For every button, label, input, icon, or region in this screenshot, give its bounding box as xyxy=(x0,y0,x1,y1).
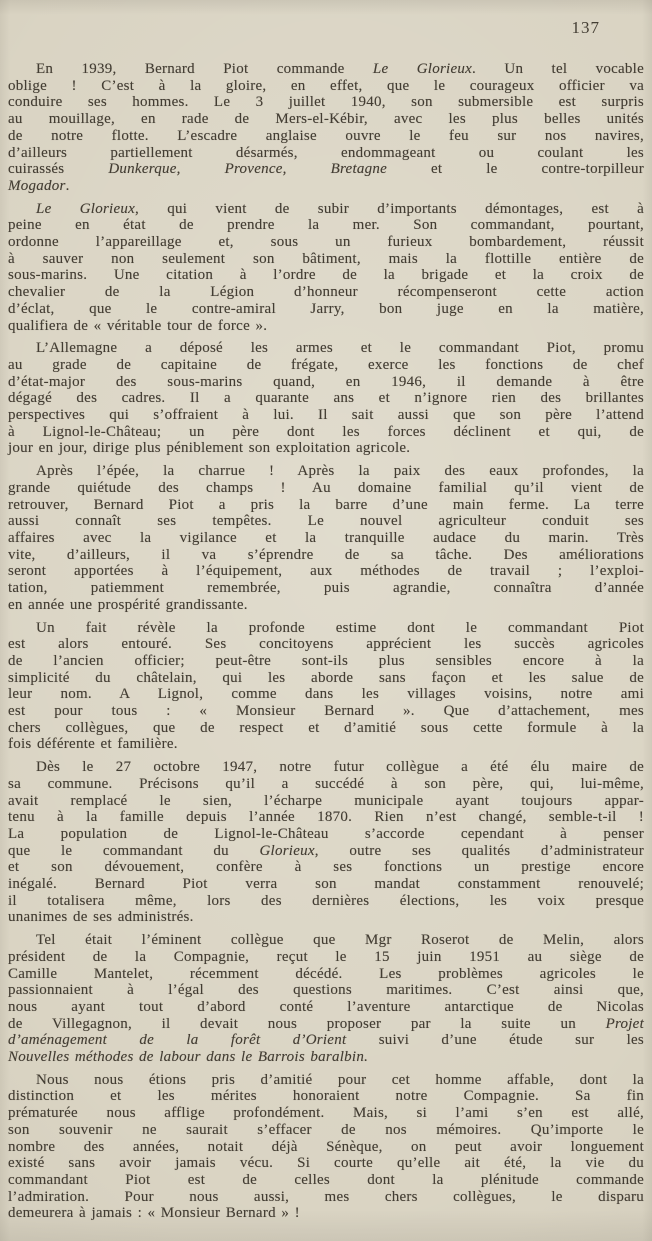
text-line: de l’ancien officier; peut-être sont-ils plus sensibles encore à la xyxy=(8,652,644,669)
text-line: dégagé des cadres. Il a quarante ans et n’ignore rien des brillantes xyxy=(8,390,644,407)
text-line: chevalier de la Légion d’honneur récompenseront cette action xyxy=(8,284,644,301)
page-number: 137 xyxy=(571,18,600,37)
text-line: Camille Mantelet, récemment décédé. Les problèmes agricoles le xyxy=(8,965,644,982)
text-line: l’admiration. Pour nous aussi, mes chers collègues, le disparu xyxy=(8,1188,644,1205)
text-line: son souvenir ne saurait s’effacer de nos mémoires. Qu’importe le xyxy=(8,1121,644,1138)
text-line: vite, d’ailleurs, il va s’éprendre de sa tâche. Des améliorations xyxy=(8,546,644,563)
text-line: qualifiera de « véritable tour de force ». xyxy=(8,317,268,334)
text-line: passionnaient à l’égal des questions maritimes. C’est ainsi que, xyxy=(8,982,644,999)
paragraph xyxy=(8,340,644,457)
paragraph xyxy=(8,463,644,613)
text-line: oblige ! C’est à la gloire, en effet, que le courageux officier va xyxy=(8,77,644,94)
text-line: La population de Lignol-le-Château s’accorde cependant à penser xyxy=(8,825,644,842)
text-line: simplicité du châtelain, qui les aborde sans façon et les salue de xyxy=(8,669,644,686)
text-line: à Lignol-le-Château; un père dont les forces déclinent et qui, de xyxy=(8,423,644,440)
paragraph xyxy=(8,932,644,1066)
text-line: Nouvelles méthodes de labour dans le Barrois baralbin. xyxy=(8,1049,369,1066)
paragraph xyxy=(8,620,644,754)
text-line: conduire ses hommes. Le 3 juillet 1940, son submersible est surpris xyxy=(8,94,644,111)
text-line: de notre flotte. L’escadre anglaise ouvre le feu sur nos navires, xyxy=(8,127,644,144)
text-line: est pour tous : « Monsieur Bernard ». Que d’attachement, mes xyxy=(8,703,644,720)
text-line: sa commune. Précisons qu’il a succédé à son père, qui, lui-même, xyxy=(8,775,644,792)
text-line: existé sans avoir jamais vécu. Si courte qu’elle ait été, la vie du xyxy=(8,1155,644,1172)
text-line: et son dévouement, confère à ses fonctions un prestige encore xyxy=(8,859,644,876)
paragraph xyxy=(8,759,644,926)
text-line: peine en état de prendre la mer. Son commandant, pourtant, xyxy=(8,217,644,234)
text-line: prématurée nous afflige profondément. Mais, si l’ami s’en est allé, xyxy=(8,1105,644,1122)
text-line: d’état-major des sous-marins quand, en 1946, il demande à être xyxy=(8,373,644,390)
text-line: d’éclat, que le contre-amiral Jarry, bon juge en la matière, xyxy=(8,300,644,317)
text-line: avait remplacé le sien, l’écharpe municipale ayant toujours appar- xyxy=(8,792,644,809)
text-line: que le commandant du Glorieux, outre ses qualités d’administrateur xyxy=(8,842,644,859)
text-line: seront apportées à l’équipement, aux méthodes de travail ; l’exploi- xyxy=(8,563,644,580)
text-line: Un fait révèle la profonde estime dont le commandant Piot xyxy=(36,619,644,636)
text-line: Le Glorieux, qui vient de subir d’importants démontages, est à xyxy=(36,200,644,217)
text-line: Après l’épée, la charrue ! Après la paix des eaux profondes, la xyxy=(36,463,644,480)
text-line: En 1939, Bernard Piot commande Le Glorieux. Un tel vocable xyxy=(36,61,644,77)
text-line: L’Allemagne a déposé les armes et le commandant Piot, promu xyxy=(36,340,644,357)
text-line: unanimes de ses administrés. xyxy=(8,909,194,926)
text-line: inégalé. Bernard Piot verra son mandat constamment renouvelé; xyxy=(8,876,644,893)
text-line: commandant Piot est de celles dont la plénitude commande xyxy=(8,1172,644,1188)
text-line: au mouillage, en rade de Mers-el-Kébir, avec les plus belles unités xyxy=(8,111,644,128)
text-line: Mogador. xyxy=(8,177,70,194)
text-line: fois déférente et familière. xyxy=(8,736,178,753)
text-line: affaires avec la vigilance et la tranquille audace du marin. Très xyxy=(8,529,644,546)
text-line: ordonne l’appareillage et, sous un furieux bombardement, réussit xyxy=(8,234,644,251)
paragraph xyxy=(8,61,644,195)
text-line: nous ayant tout d’abord conté l’aventure antarctique de Nicolas xyxy=(8,998,644,1015)
text-line: demeurera à jamais : « Monsieur Bernard » ! xyxy=(8,1205,300,1222)
text-line: en année une prospérité grandissante. xyxy=(8,596,248,613)
text-line: d’ailleurs partiellement désarmés, endommageant ou coulant les xyxy=(8,144,644,161)
text-line: il totalisera même, lors des dernières élections, les voix presque xyxy=(8,892,644,909)
text-line: grande quiétude des champs ! Au domaine familial qu’il vient de xyxy=(8,479,644,496)
text-line: est alors entouré. Ses concitoyens apprécient les succès agricoles xyxy=(8,636,644,653)
paragraph xyxy=(8,201,644,335)
text-line: cuirassés Dunkerque, Provence, Bretagne et le contre-torpilleur xyxy=(8,161,644,178)
text-line: leur nom. A Lignol, comme dans les villages voisins, notre ami xyxy=(8,686,644,703)
text-line: aussi connaît ses tempêtes. Le nouvel agriculteur conduit ses xyxy=(8,513,644,530)
text-line: jour en jour, dirige plus péniblement son exploitation agricole. xyxy=(8,440,411,457)
text-line: de Villegagnon, il devait nous proposer par la suite un Projet xyxy=(8,1015,644,1032)
paragraph xyxy=(8,1072,644,1222)
text-line: tenu à la famille depuis l’année 1870. Rien n’est changé, semble-t-il ! xyxy=(8,809,644,826)
text-line: au grade de capitaine de frégate, exerce les fonctions de chef xyxy=(8,356,644,373)
text-block xyxy=(8,61,644,1222)
text-line: retrouver, Bernard Piot a pris la barre d’une main ferme. La terre xyxy=(8,496,644,513)
text-line: chers collègues, que de respect et d’amitié sous cette formule à la xyxy=(8,719,644,736)
text-line: sous-marins. Une citation à l’ordre de la brigade et la croix de xyxy=(8,267,644,284)
text-line: président de la Compagnie, reçut le 15 juin 1951 au siège de xyxy=(8,948,644,965)
text-line: Nous nous étions pris d’amitié pour cet homme affable, dont la xyxy=(36,1071,644,1088)
text-line: Dès le 27 octobre 1947, notre futur collègue a été élu maire de xyxy=(36,759,644,776)
text-line: tation, patiemment remembrée, puis agrandie, connaîtra d’année xyxy=(8,580,644,597)
text-line: d’aménagement de la forêt d’Orient suivi d’une étude sur les xyxy=(8,1032,644,1049)
text-line: perspectives qui s’offraient à lui. Il sait aussi que son père l’attend xyxy=(8,407,644,424)
text-line: nombre des années, notait déjà Sénèque, on peut avoir longuement xyxy=(8,1138,644,1155)
text-line: distinction et les mérites honoraient notre Compagnie. Sa fin xyxy=(8,1088,644,1105)
text-line: Tel était l’éminent collègue que Mgr Roserot de Melin, alors xyxy=(36,932,644,949)
text-line: à sauver non seulement son bâtiment, mais la flottille entière de xyxy=(8,250,644,267)
